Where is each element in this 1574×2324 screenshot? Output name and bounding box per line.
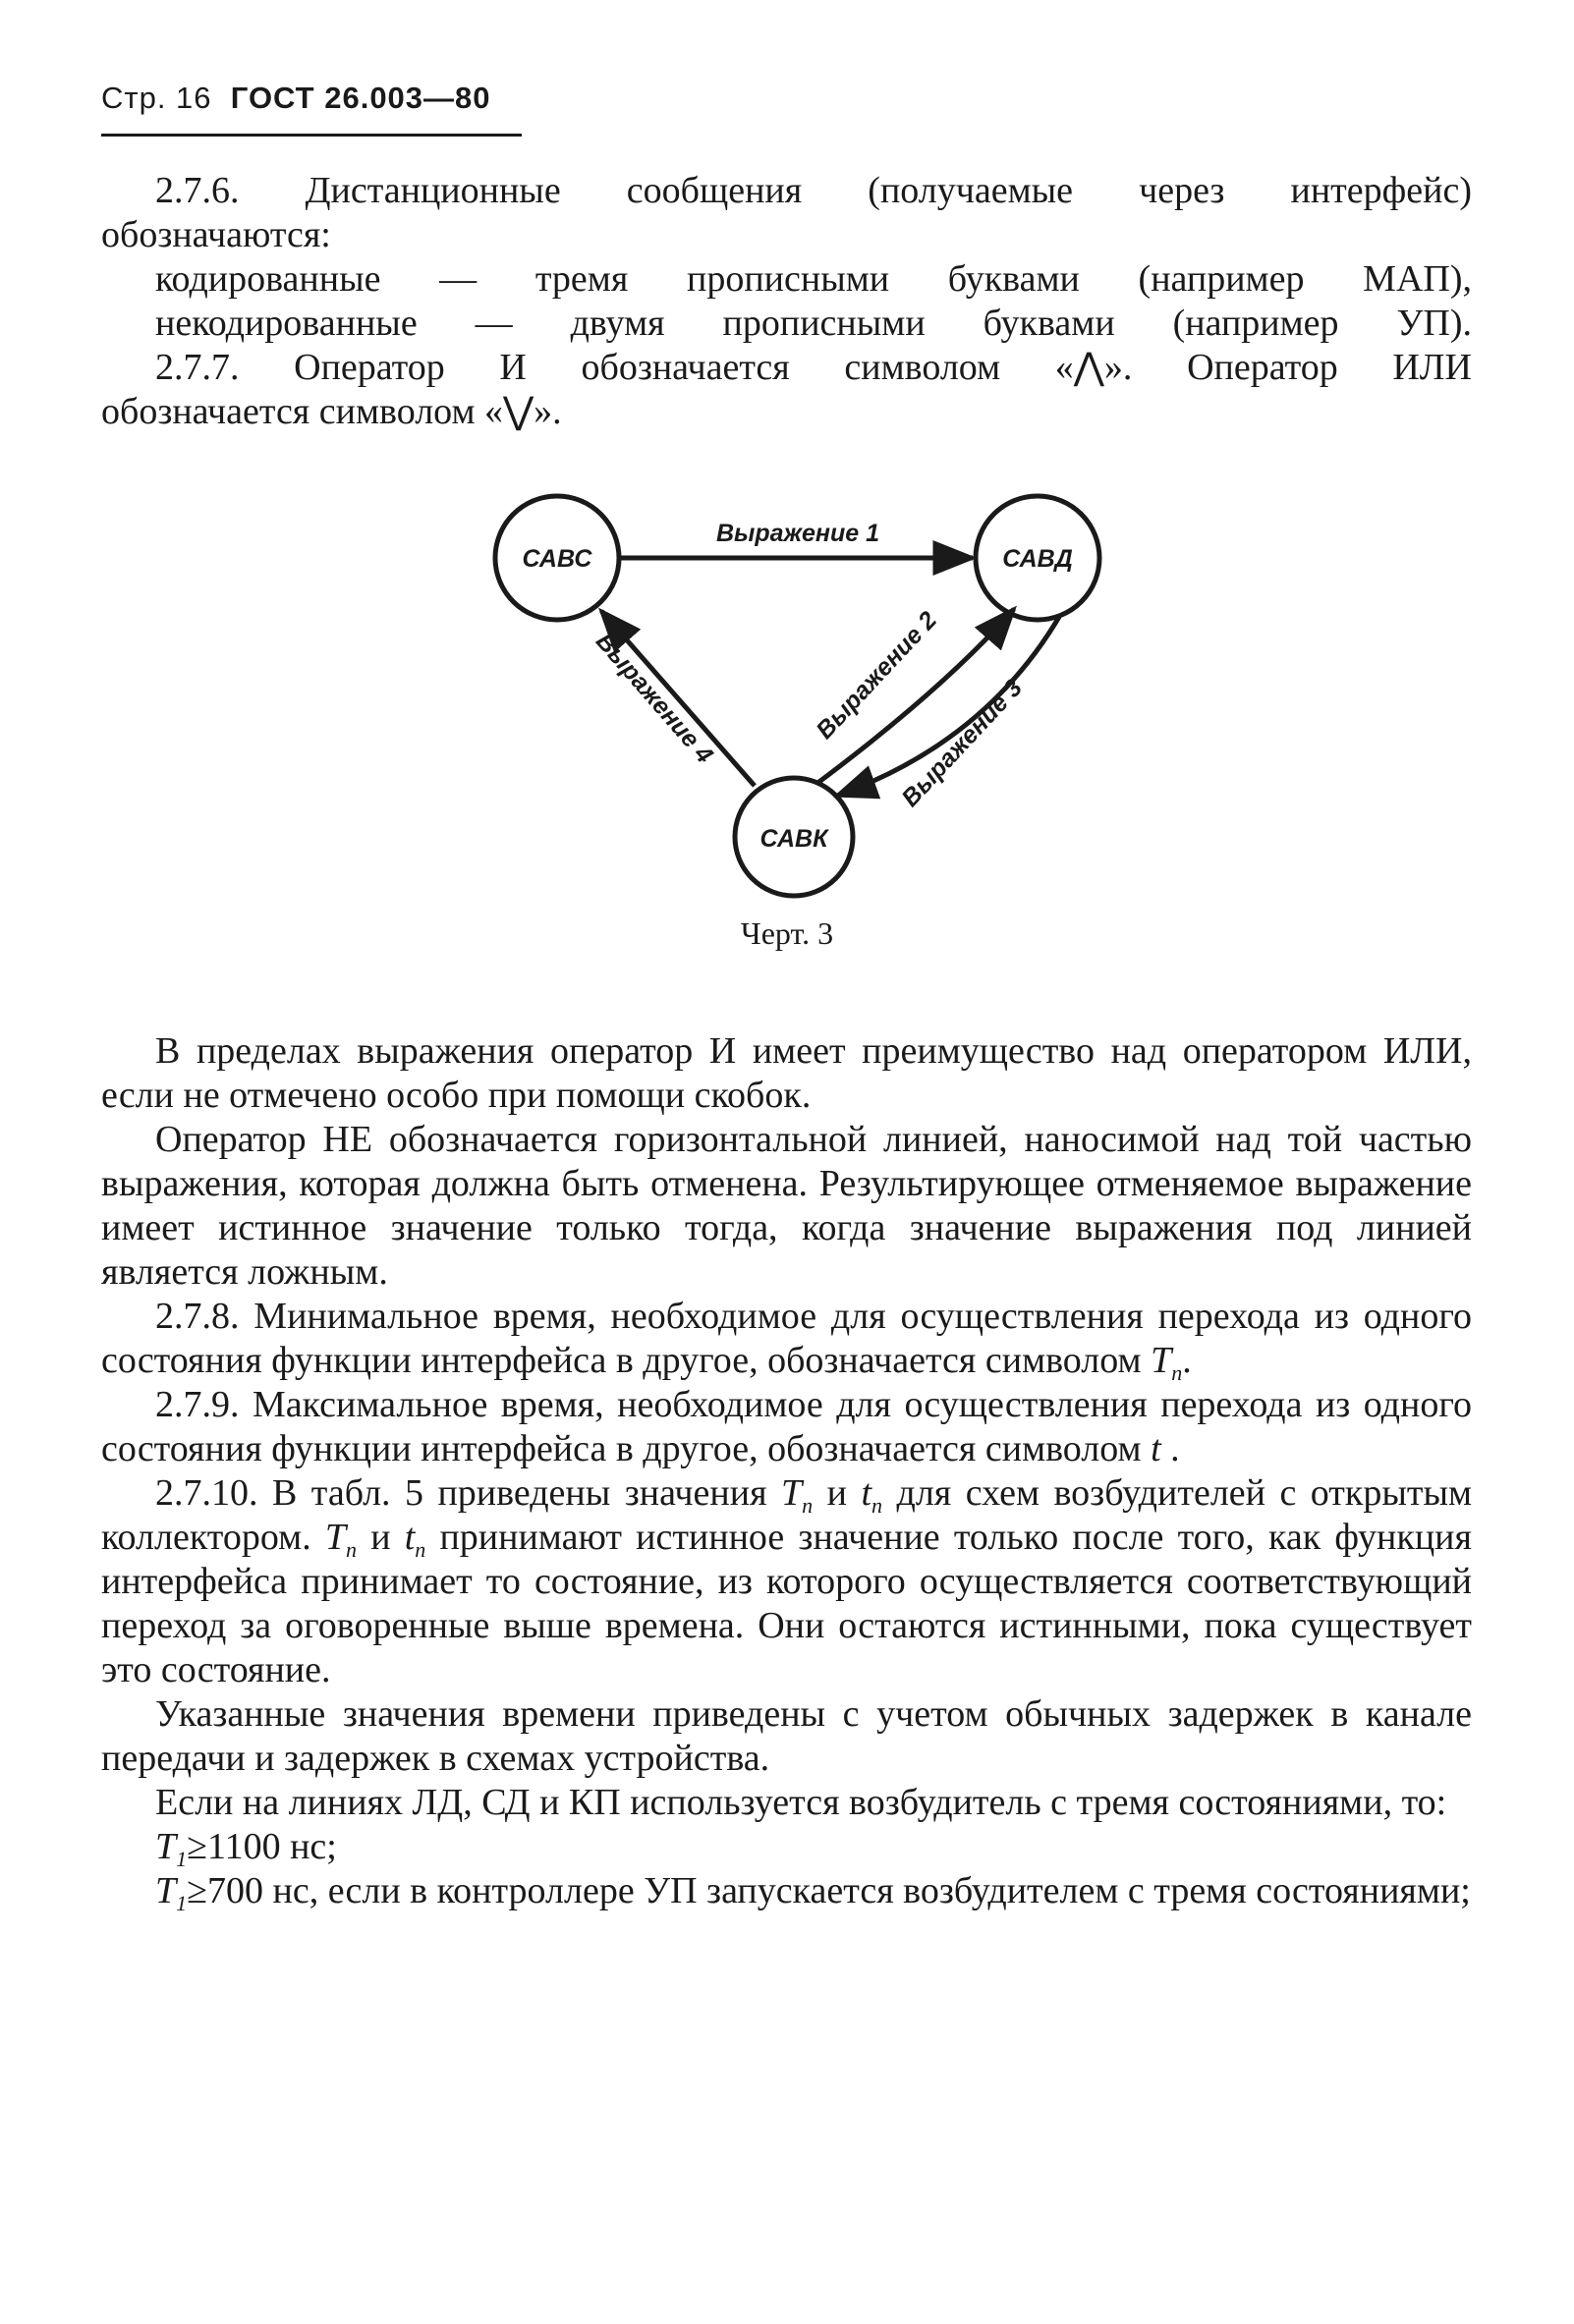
- paragraph-and-priority: В пределах выражения оператор И имеет преимущество над оператором ИЛИ, если не отмечено особо при помощи скобок.: [101, 1030, 1472, 1116]
- expression-label-1: Выражение 1: [715, 520, 880, 547]
- figure-caption: Черт. 3: [740, 915, 834, 951]
- condition-t1-700: $T_1\ge 700$ нс, если в контроллере УП запускается возбудителем с тремя состояниями;: [155, 1870, 1471, 1915]
- state-label-cabk: САВК: [759, 825, 828, 853]
- para-277-line1: 2.7.7. Оператор И обозначается символом «⋀». Оператор ИЛИ: [155, 347, 1472, 388]
- expression-label-3: Выражение 3: [896, 674, 1028, 812]
- state-label-cabd: САВД: [1002, 545, 1073, 573]
- para-276-line2: обозначаются:: [101, 214, 331, 255]
- paragraph-time-values: Указанные значения времени приведены с учетом обычных задержек в канале передачи и задержек в схемах устройства.: [101, 1693, 1472, 1779]
- para-276-line1: 2.7.6. Дистанционные сообщения (получаемые через интерфейс): [155, 170, 1472, 211]
- paragraph-2-7-9: 2.7.9. Максимальное время, необходимое для осуществления перехода из одного состояния функции интерфейса в другое, обозначается символом t .: [101, 1384, 1472, 1469]
- paragraph-not-operator: Оператор НЕ обозначается горизонтальной линией, наносимой над той частью выражения, которая должна быть отменена. Результирующее отменяемое выражение имеет истинное значение только тогда, когда значение выражения под линией является ложным.: [101, 1119, 1472, 1293]
- expression-label-2: Выражение 2: [811, 606, 942, 745]
- state-label-cabc: САВС: [522, 545, 592, 573]
- paragraph-three-state: Если на линиях ЛД, СД и КП используется возбудитель с тремя состояниями, то:: [155, 1782, 1447, 1823]
- expression-label-4: Выражение 4: [590, 627, 719, 769]
- paragraph-2-7-10: 2.7.10. В табл. 5 приведены значения $T_n$ и $t_n$ для схем возбудителей с открытым коллектором. $T_n$ и $t_n$ принимают истинное значение только после того, как функция интерфейса принимает то состояние, из которого осуществляется соответствующий переход за оговоренные выше времена. Они остаются истинными, пока существует это состояние.: [101, 1472, 1473, 1690]
- page-number: Стр. 16: [101, 81, 212, 115]
- state-diagram: [0, 0, 1574, 933]
- paragraph-2-7-8: 2.7.8. Минимальное время, необходимое для осуществления перехода из одного состояния функции интерфейса в другое, обозначается символом $T_n$.: [101, 1296, 1472, 1385]
- para-276-line4: некодированные — двумя прописными буквами (например УП).: [155, 303, 1472, 344]
- para-276-line3: кодированные — тремя прописными буквами (например МАП),: [155, 258, 1472, 300]
- standard-code: ГОСТ 26.003—80: [230, 81, 491, 115]
- body-text: [101, 1029, 1472, 1913]
- condition-t1-1100: $T_1\ge 1100$ нс;: [155, 1826, 337, 1871]
- para-277-line2: обозначается символом «⋁».: [101, 391, 562, 432]
- arrow-expression-4: [601, 611, 755, 786]
